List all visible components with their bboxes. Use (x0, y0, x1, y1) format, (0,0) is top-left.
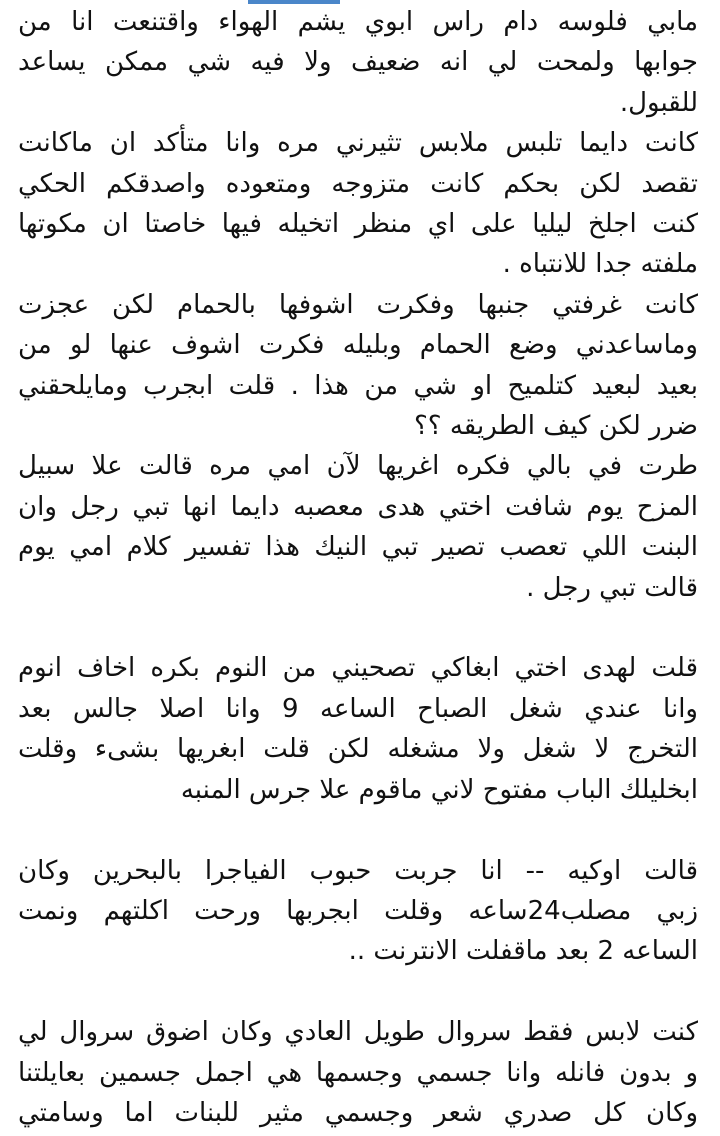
paragraph-3 (18, 285, 698, 447)
text-line: كنت لابس فقط سروال طويل العادي وكان اضوق سروال لي (18, 1017, 698, 1048)
text-line: المزح يوم شافت اختي هدى معصبه دايما انها تبي رجل وان (18, 491, 698, 522)
text-line: ملفته جدا للانتباه . (502, 249, 698, 280)
text-line: كانت دايما تلبس ملابس تثيرني مره وانا متأكد ان ماكانت (18, 128, 698, 159)
text-line: وكان كل صدري شعر وجسمي مثير للبنات اما وسامتي (18, 1097, 698, 1128)
text-line: الساعه 2 بعد ماقفلت الانترنت .. (348, 936, 698, 967)
text-line: طرت في بالي فكره اغريها لآن امي مره قالت علا سبيل (18, 451, 698, 482)
paragraph-7 (18, 1012, 698, 1133)
paragraph-6 (18, 851, 698, 972)
text-line: كنت اجلخ ليليا على اي منظر اتخيله فيها خاصتا ان مكوتها (18, 209, 698, 240)
paragraph-4 (18, 446, 698, 608)
text-line: قلت لهدى اختي ابغاكي تصحيني من النوم بكره اخاف انوم (18, 653, 698, 684)
text-line: جوابها ولمحت لي انه ضعيف ولا فيه شي ممكن يساعد (18, 47, 698, 78)
paragraph-spacer (18, 972, 698, 1012)
text-line: التخرج لا شغل ولا مشغله لكن قلت ابغريها بشىء وقلت (18, 734, 698, 765)
paragraph-2 (18, 123, 698, 285)
text-line: بعيد لبعيد كتلميح او شي من هذا . قلت ابجرب ومايلحقني (18, 370, 698, 401)
text-line: وماساعدني وضع الحمام وبليله فكرت اشوف عنها لو من (18, 330, 698, 361)
paragraph-1 (18, 2, 698, 123)
text-line: قالت اوكيه -- انا جربت حبوب الفياجرا بالبحرين وكان (18, 855, 698, 886)
text-line: كانت غرفتي جنبها وفكرت اشوفها بالحمام لكن عجزت (18, 289, 698, 320)
text-line: البنت اللي تعصب تصير تبي النيك هذا تفسير كلام امي يوم (18, 532, 698, 563)
text-line: للقبول. (619, 87, 698, 118)
paragraph-5 (18, 648, 698, 810)
text-line: زبي مصلب24ساعه وقلت ابجربها ورحت اكلتهم ونمت (18, 895, 698, 926)
text-line: مابي فلوسه دام راس ابوي يشم الهواء واقتنعت انا من (18, 7, 698, 37)
paragraph-spacer (18, 810, 698, 850)
text-line: وانا عندي شغل الصباح الساعه 9 وانا اصلا جالس بعد (18, 693, 698, 724)
text-line: قالت تبي رجل . (526, 572, 698, 603)
text-line: و بدون فانله وانا جسمي وجسمها هي اجمل جسمين بعايلتنا (18, 1057, 698, 1088)
paragraph-spacer (18, 608, 698, 648)
text-line: ابخليلك الباب مفتوح لاني ماقوم علا جرس المنبه (180, 774, 698, 805)
text-line: تقصد لكن بحكم كانت متزوجه ومتعوده واصدقكم الحكي (18, 168, 698, 199)
text-line: ضرر لكن كيف الطريقه ؟؟ (414, 411, 698, 442)
